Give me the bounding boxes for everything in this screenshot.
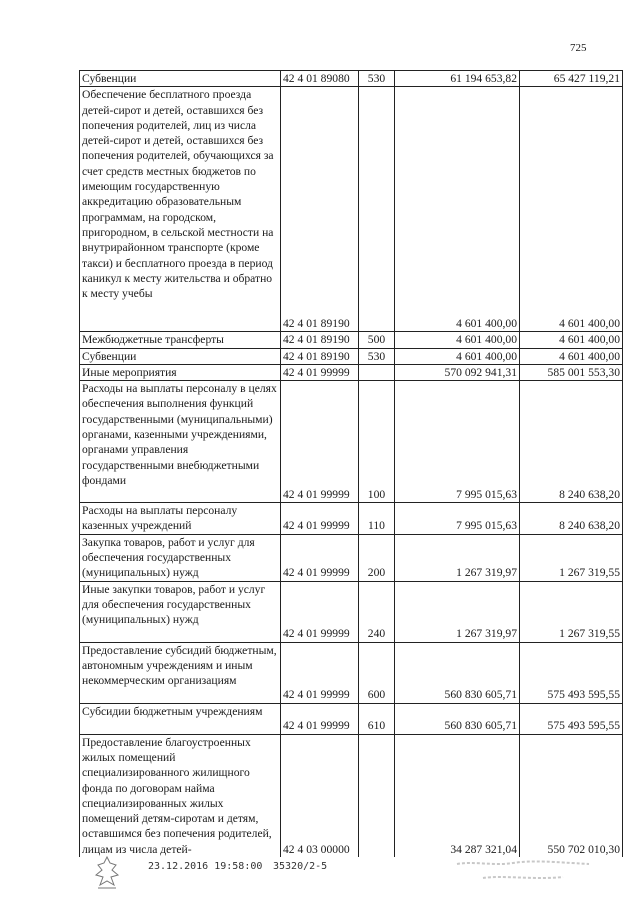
table-row (80, 348, 623, 364)
table-row (80, 332, 623, 348)
row-name: Субвенции (80, 71, 281, 87)
table-row (80, 734, 623, 857)
row-amount-year1: 4 601 400,00 (395, 348, 520, 364)
footer-date: 23.12.2016 19:58:00 (148, 861, 263, 872)
row-code: 42 4 01 99999 (281, 581, 359, 642)
table-row (80, 364, 623, 380)
row-expense-type (359, 734, 395, 857)
row-expense-type: 200 (359, 534, 395, 581)
row-amount-year2: 575 493 595,55 (520, 703, 623, 734)
table-row (80, 381, 623, 503)
row-amount-year2: 4 601 400,00 (520, 348, 623, 364)
budget-table-body (80, 71, 623, 858)
row-expense-type: 600 (359, 642, 395, 703)
row-code: 42 4 01 99999 (281, 703, 359, 734)
row-code: 42 4 01 89190 (281, 87, 359, 332)
row-name: Расходы на выплаты персоналу казенных учреждений (80, 503, 281, 535)
row-code: 42 4 01 99999 (281, 503, 359, 535)
row-amount-year1: 7 995 015,63 (395, 503, 520, 535)
row-amount-year2: 550 702 010,30 (520, 734, 623, 857)
row-name: Субвенции (80, 348, 281, 364)
footer-doc-number: 35320/2-5 (273, 861, 328, 872)
row-name: Межбюджетные трансферты (80, 332, 281, 348)
row-expense-type: 610 (359, 703, 395, 734)
faded-stamp (450, 858, 595, 888)
row-amount-year1: 61 194 653,82 (395, 71, 520, 87)
row-amount-year1: 560 830 605,71 (395, 642, 520, 703)
budget-table (79, 70, 623, 857)
row-name: Расходы на выплаты персоналу в целях обеспечения выполнения функций государственными (муниципальными) органами, казенными учреждениями, органами управления государственными внебюджетными фондами (80, 381, 281, 503)
row-amount-year2: 1 267 319,55 (520, 534, 623, 581)
row-amount-year1: 7 995 015,63 (395, 381, 520, 503)
row-expense-type: 240 (359, 581, 395, 642)
row-expense-type: 100 (359, 381, 395, 503)
row-expense-type: 530 (359, 71, 395, 87)
row-amount-year1: 4 601 400,00 (395, 87, 520, 332)
row-code: 42 4 01 89190 (281, 332, 359, 348)
row-expense-type: 500 (359, 332, 395, 348)
table-row (80, 87, 623, 332)
table-row (80, 534, 623, 581)
row-code: 42 4 01 99999 (281, 534, 359, 581)
row-code: 42 4 03 00000 (281, 734, 359, 857)
row-name: Иные закупки товаров, работ и услуг для обеспечения государственных (муниципальных) нужд (80, 581, 281, 642)
row-code: 42 4 01 89190 (281, 348, 359, 364)
row-code: 42 4 01 99999 (281, 364, 359, 380)
row-expense-type (359, 364, 395, 380)
row-name: Иные мероприятия (80, 364, 281, 380)
row-amount-year2: 575 493 595,55 (520, 642, 623, 703)
row-amount-year1: 4 601 400,00 (395, 332, 520, 348)
table-row (80, 71, 623, 87)
row-name: Закупка товаров, работ и услуг для обеспечения государственных (муниципальных) нужд (80, 534, 281, 581)
row-expense-type (359, 87, 395, 332)
table-row (80, 581, 623, 642)
row-name: Предоставление субсидий бюджетным, автономным учреждениям и иным некоммерческим организациям (80, 642, 281, 703)
table-row (80, 642, 623, 703)
row-expense-type: 530 (359, 348, 395, 364)
row-amount-year2: 8 240 638,20 (520, 503, 623, 535)
row-amount-year2: 1 267 319,55 (520, 581, 623, 642)
row-expense-type: 110 (359, 503, 395, 535)
row-amount-year2: 585 001 553,30 (520, 364, 623, 380)
row-amount-year1: 1 267 319,97 (395, 534, 520, 581)
row-amount-year2: 65 427 119,21 (520, 71, 623, 87)
row-amount-year1: 34 287 321,04 (395, 734, 520, 857)
table-row (80, 503, 623, 535)
row-amount-year1: 560 830 605,71 (395, 703, 520, 734)
row-amount-year2: 8 240 638,20 (520, 381, 623, 503)
row-name: Субсидии бюджетным учреждениям (80, 703, 281, 734)
table-row (80, 703, 623, 734)
row-name: Предоставление благоустроенных жилых помещений специализированного жилищного фонда по договорам найма специализированных жилых помещений детям-сиротам и детям, оставшимся без попечения родителей, лицам из числа детей- (80, 734, 281, 857)
row-amount-year1: 570 092 941,31 (395, 364, 520, 380)
row-code: 42 4 01 89080 (281, 71, 359, 87)
row-code: 42 4 01 99999 (281, 381, 359, 503)
row-amount-year1: 1 267 319,97 (395, 581, 520, 642)
row-amount-year2: 4 601 400,00 (520, 87, 623, 332)
row-code: 42 4 01 99999 (281, 642, 359, 703)
coat-of-arms-logo (92, 855, 122, 891)
page-number: 725 (570, 42, 587, 54)
row-name: Обеспечение бесплатного проезда детей-сирот и детей, оставшихся без попечения родителей, лиц из числа детей-сирот и детей, оставшихся без попечения родителей, обучающихся за счет средств местных бюджетов по имеющим государственную аккредитацию образовательным программам, на городском, пригородном, в сельской местности на внутрирайонном транспорте (кроме такси) и бесплатного проезда в период каникул к месту жительства и обратно к месту учебы (80, 87, 281, 332)
row-amount-year2: 4 601 400,00 (520, 332, 623, 348)
